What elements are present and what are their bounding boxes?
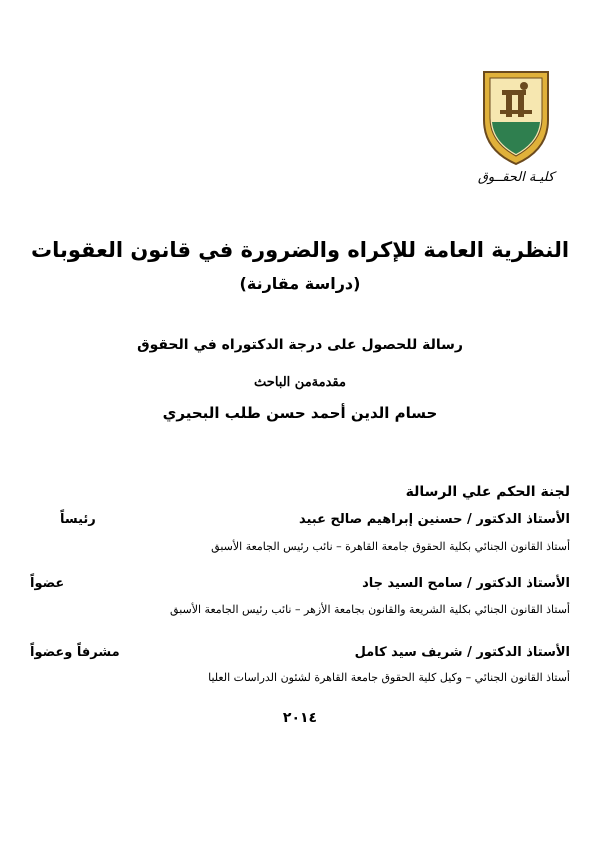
university-shield-icon: [480, 70, 552, 166]
thesis-purpose: رسالة للحصول على درجة الدكتوراه في الحقوق: [137, 337, 463, 353]
committee-member: [30, 576, 570, 598]
presented-by-label: مقدمةمن الباحث: [254, 375, 346, 390]
member-description: أستاذ القانون الجنائي بكلية الشريعة والقانون بجامعة الأزهر – نائب رئيس الجامعة الأسبق: [170, 603, 570, 616]
member-description: أستاذ القانون الجنائي بكلية الحقوق جامعة القاهرة – نائب رئيس الجامعة الأسبق: [211, 540, 570, 553]
member-name: الأستاذ الدكتور / شريف سيد كامل: [354, 645, 570, 660]
member-role: رئيساً: [60, 512, 96, 527]
member-role: عضواً: [30, 576, 65, 591]
committee-member: [30, 645, 570, 667]
member-role: مشرفاً وعضواً: [30, 645, 120, 660]
member-name: الأستاذ الدكتور / سامح السيد جاد: [362, 576, 570, 591]
member-description: أستاذ القانون الجنائي – وكيل كلية الحقوق جامعة القاهرة لشئون الدراسات العليا: [208, 671, 570, 684]
author-name: حسام الدين أحمد حسن طلب البحيري: [162, 404, 438, 422]
thesis-title: النظرية العامة للإكراه والضرورة في قانون العقوبات: [30, 238, 570, 262]
college-name: كليـة الحقــوق: [477, 170, 555, 185]
committee-title: لجنة الحكم علي الرسالة: [405, 484, 570, 500]
member-name: الأستاذ الدكتور / حسنين إبراهيم صالح عبيد: [298, 512, 570, 527]
thesis-subtitle: (دراسة مقارنة): [239, 274, 361, 293]
cairo-university-logo: [480, 70, 552, 166]
committee-member: [30, 512, 570, 534]
thesis-year: ٢٠١٤: [282, 710, 318, 726]
